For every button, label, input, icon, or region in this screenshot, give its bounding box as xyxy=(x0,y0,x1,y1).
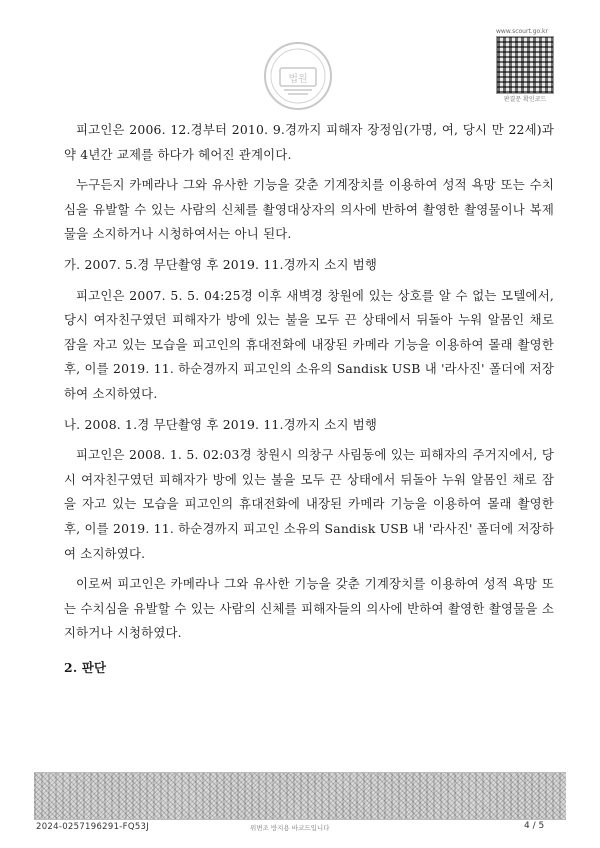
seal-text: 법원 xyxy=(288,74,308,85)
qr-code xyxy=(496,36,554,94)
qr-caption: 판결문 확인코드 xyxy=(503,96,547,103)
page-number: 4 / 5 xyxy=(524,821,545,831)
section-judgment: 2. 판단 xyxy=(64,659,107,675)
heading-offense-a: 가. 2007. 5.경 무단촬영 후 2019. 11.경까지 소지 범행 xyxy=(64,256,378,272)
qr-url: www.scourt.go.kr xyxy=(496,28,548,35)
barcode-note: 위변조 방지용 바코드입니다 xyxy=(250,824,330,832)
court-seal xyxy=(262,40,334,112)
paragraph-offense-a: 피고인은 2007. 5. 5. 04:25경 이후 새벽경 창원에 있는 상호를 알 수 없는 모텔에서, 당시 여자친구였던 피해자가 방에 있는 불을 모두 끈 상태에서 뒤돌아 누워 알몸인 채로 잠을 자고 있는 모습을 피고인의 휴대전화에 내장된 카메라 기능을 이용하여 몰래 촬영한 후, 이를 2019. 11. 하순경까지 피고인의 소유의 Sandisk USB 내 '라사진' 폴더에 저장하여 소지하였다. xyxy=(64,287,554,401)
document-id: 2024-0257196291-FQ53J xyxy=(36,822,150,832)
document-body xyxy=(64,118,554,686)
paragraph-relationship: 피고인은 2006. 12.경부터 2010. 9.경까지 피해자 장정임(가명, 여, 당시 만 22세)과 약 4년간 교제를 하다가 헤어진 관계이다. xyxy=(64,122,554,162)
heading-offense-b: 나. 2008. 1.경 무단촬영 후 2019. 11.경까지 소지 범행 xyxy=(64,416,378,432)
anti-forgery-barcode xyxy=(34,772,566,820)
paragraph-conclusion: 이로써 피고인은 카메라나 그와 유사한 기능을 갖춘 기계장치를 이용하여 성적 욕망 또는 수치심을 유발할 수 있는 사람의 신체를 피해자들의 의사에 반하여 촬영한 촬영물을 소지하거나 시청하였다. xyxy=(64,576,554,641)
paragraph-offense-b: 피고인은 2008. 1. 5. 02:03경 창원시 의창구 사림동에 있는 피해자의 주거지에서, 당시 여자친구였던 피해자가 방에 있는 불을 모두 끈 상태에서 뒤돌아 누워 알몸인 채로 잠을 자고 있는 모습을 피고인의 휴대전화에 내장된 카메라 기능을 이용하여 몰래 촬영한 후, 이를 2019. 11. 하순경까지 피고인 소유의 Sandisk USB 내 '라사진' 폴더에 저장하여 소지하였다. xyxy=(64,447,554,561)
paragraph-law: 누구든지 카메라나 그와 유사한 기능을 갖춘 기계장치를 이용하여 성적 욕망 또는 수치심을 유발할 수 있는 사람의 신체를 촬영대상자의 의사에 반하여 촬영한 촬영물이나 복제물을 소지하거나 시청하여서는 아니 된다. xyxy=(64,177,554,242)
